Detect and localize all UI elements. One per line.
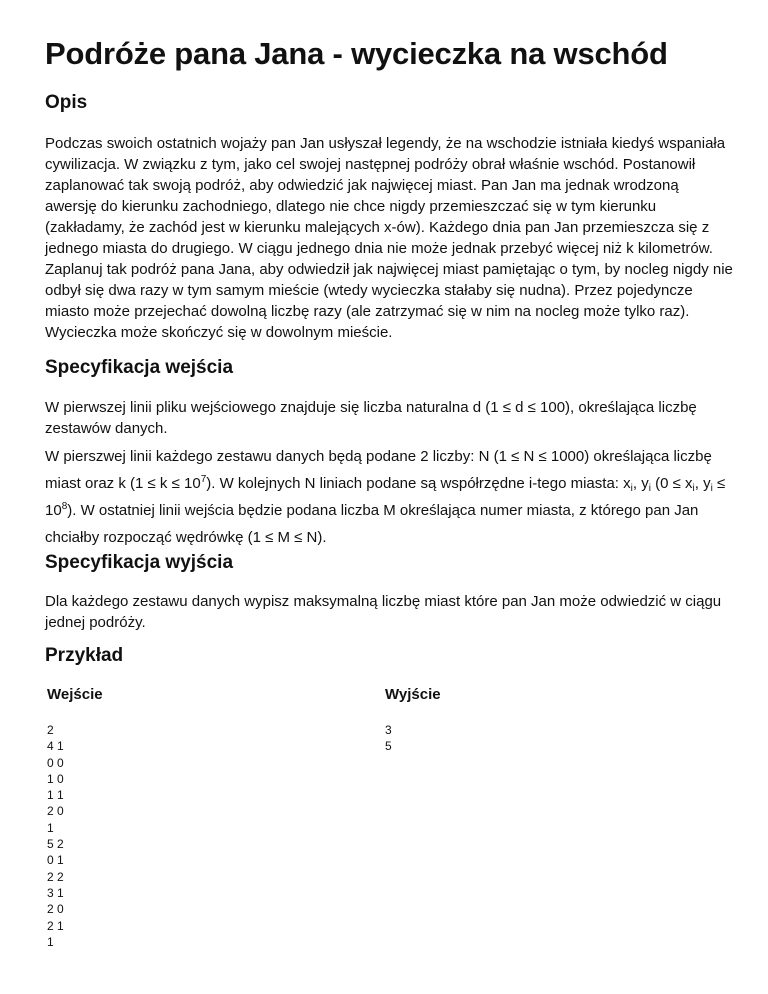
example-input-block: 2 4 1 0 0 1 0 1 1 2 0 1 5 2 0 1 2 2 3 1 2 0 2 1 1	[47, 723, 64, 949]
output-spec-heading: Specyfikacja wyjścia	[45, 552, 234, 573]
output-spec-text: Dla każdego zestawu danych wypisz maksymalną liczbę miast które pan Jan może odwiedzić w ciągu jednej podróży.	[45, 593, 722, 631]
input-spec-heading: Specyfikacja wejścia	[45, 357, 234, 378]
example-output-block: 3 5	[385, 723, 392, 754]
page-title: Podróże pana Jana - wycieczka na wschód	[45, 36, 668, 71]
description-heading: Opis	[45, 92, 88, 113]
input-spec-paragraph-1: W pierwszej linii pliku wejściowego znajduje się liczba naturalna d (1 ≤ d ≤ 100), określająca liczbę zestawów danych.	[45, 399, 697, 437]
example-output-label: Wyjście	[385, 686, 441, 703]
example-input-label: Wejście	[47, 686, 103, 703]
example-heading: Przykład	[45, 645, 124, 666]
input-spec-paragraph-2: W pierszwej linii każdego zestawu danych będą podane 2 liczby: N (1 ≤ N ≤ 1000) określająca liczbę miast oraz k $(1 \le k \le 10^7)$. W kolejnych N liniach podane są współrzędne i-tego miasta: $x_i$, $y_i$ ($0 \le x_i$, $y_i \le 10^8$). W ostatniej linii wejścia będzie podana liczba M określająca numer miasta, z którego pan Jan chciałby rozpocząć wędrówkę (1 ≤ M ≤ N).	[45, 448, 726, 546]
description-text: Podczas swoich ostatnich wojaży pan Jan usłyszał legendy, że na wschodzie istniała kiedyś wspaniała cywilizacja. W związku z tym, jako cel swojej następnej podróży obrał właśnie wschód. Postanowił zaplanować tak swoją podróż, aby odwiedzić jak najwięcej miast. Pan Jan ma jednak wrodzoną awersję do kierunku zachodniego, dlatego nie chce nigdy przemieszczać się w tym kierunku (zakładamy, że zachód jest w kierunku malejących x-ów). Każdego dnia pan Jan przemieszcza się z jednego miasta do drugiego. W ciągu jednego dnia nie może jednak przebyć więcej niż k kilometrów. Zaplanuj tak podróż pana Jana, aby odwiedził jak najwięcej miast pamiętając o tym, by nocleg nigdy nie odbył się dwa razy w tym samym mieście (wtedy wycieczka stałaby się nudna). Przez pojedyncze miasto może przejechać dowolną liczbę razy (ale zatrzymać się w nim na nocleg może tylko raz). Wycieczka może skończyć się w dowolnym mieście.	[45, 135, 733, 341]
